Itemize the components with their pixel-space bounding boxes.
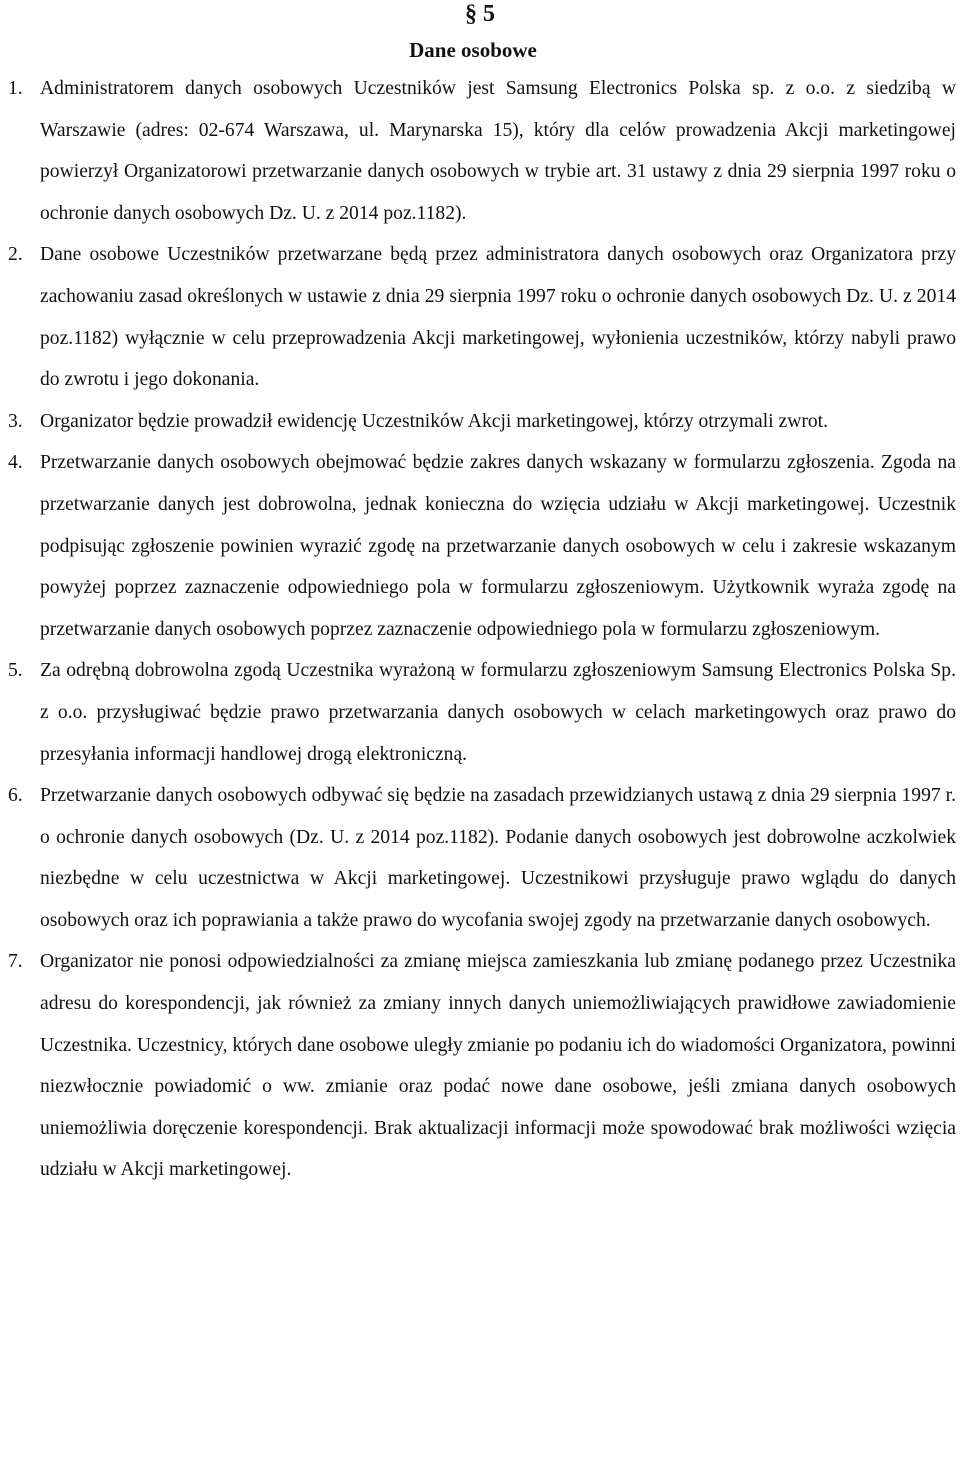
list-item-text: Za odrębną dobrowolna zgodą Uczestnika wyrażoną w formularzu zgłoszeniowym Samsung Electronics Polska Sp. z o.o. przysługiwać będzie prawo przetwarzania danych osobowych w celach marketingowych oraz prawo do przesyłania informacji handlowej drogą elektroniczną. (40, 660, 956, 765)
list-item (8, 442, 956, 650)
list-item-number: 7. (8, 951, 23, 973)
list-item-text: Organizator będzie prowadził ewidencję Uczestników Akcji marketingowej, którzy otrzymali zwrot. (40, 410, 829, 432)
list-item (8, 401, 956, 443)
list-item (8, 234, 956, 400)
list-item (8, 650, 956, 775)
list-item-number: 5. (8, 660, 23, 682)
list-item-number: 2. (8, 244, 23, 266)
numbered-list (8, 68, 956, 1191)
list-item (8, 68, 956, 234)
list-item (8, 941, 956, 1191)
list-item (8, 775, 956, 941)
list-item-text: Przetwarzanie danych osobowych odbywać się będzie na zasadach przewidzianych ustawą z dnia 29 sierpnia 1997 r. o ochronie danych osobowych (Dz. U. z 2014 poz.1182). Podanie danych osobowych jest dobrowolne aczkolwiek niezbędne w celu uczestnictwa w Akcji marketingowej. Uczestnikowi przysługuje prawo wglądu do danych osobowych oraz ich poprawiania a także prawo do wycofania swojej zgody na przetwarzanie danych osobowych. (40, 785, 956, 931)
list-item-text: Organizator nie ponosi odpowiedzialności za zmianę miejsca zamieszkania lub zmianę podanego przez Uczestnika adresu do korespondencji, jak również za zmiany innych danych uniemożliwiających prawidłowe zawiadomienie Uczestnika. Uczestnicy, których dane osobowe uległy zmianie po podaniu ich do wiadomości Organizatora, powinni niezwłocznie powiadomić o ww. zmianie oraz podać nowe dane osobowe, jeśli zmiana danych osobowych uniemożliwia doręczenie korespondencji. Brak aktualizacji informacji może spowodować brak możliwości wzięcia udziału w Akcji marketingowej. (40, 951, 956, 1181)
section-number: § 5 (465, 1, 495, 27)
list-item-number: 3. (8, 410, 23, 432)
list-item-text: Dane osobowe Uczestników przetwarzane będą przez administratora danych osobowych oraz Organizatora przy zachowaniu zasad określonych w ustawie z dnia 29 sierpnia 1997 roku o ochronie danych osobowych Dz. U. z 2014 poz.1182) wyłącznie w celu przeprowadzenia Akcji marketingowej, wyłonienia uczestników, którzy nabyli prawo do zwrotu i jego dokonania. (40, 244, 956, 391)
list-item-number: 6. (8, 785, 23, 807)
list-item-text: Administratorem danych osobowych Uczestników jest Samsung Electronics Polska sp. z o.o. z siedzibą w Warszawie (adres: 02-674 Warszawa, ul. Marynarska 15), który dla celów prowadzenia Akcji marketingowej powierzył Organizatorowi przetwarzanie danych osobowych w trybie art. 31 ustawy z dnia 29 sierpnia 1997 roku o ochronie danych osobowych Dz. U. z 2014 poz.1182). (40, 78, 956, 224)
section-title: Dane osobowe (409, 38, 537, 62)
list-item-text: Przetwarzanie danych osobowych obejmować będzie zakres danych wskazany w formularzu zgłoszenia. Zgoda na przetwarzanie danych jest dobrowolna, jednak konieczna do wzięcia udziału w Akcji marketingowej. Uczestnik podpisując zgłoszenie powinien wyrazić zgodę na przetwarzanie danych osobowych w celu i zakresie wskazanym powyżej poprzez zaznaczenie odpowiedniego pola w formularzu zgłoszeniowym. Użytkownik wyraża zgodę na przetwarzanie danych osobowych poprzez zaznaczenie odpowiedniego pola w formularzu zgłoszeniowym. (40, 452, 956, 640)
list-item-number: 4. (8, 452, 23, 474)
list-item-number: 1. (8, 78, 23, 99)
